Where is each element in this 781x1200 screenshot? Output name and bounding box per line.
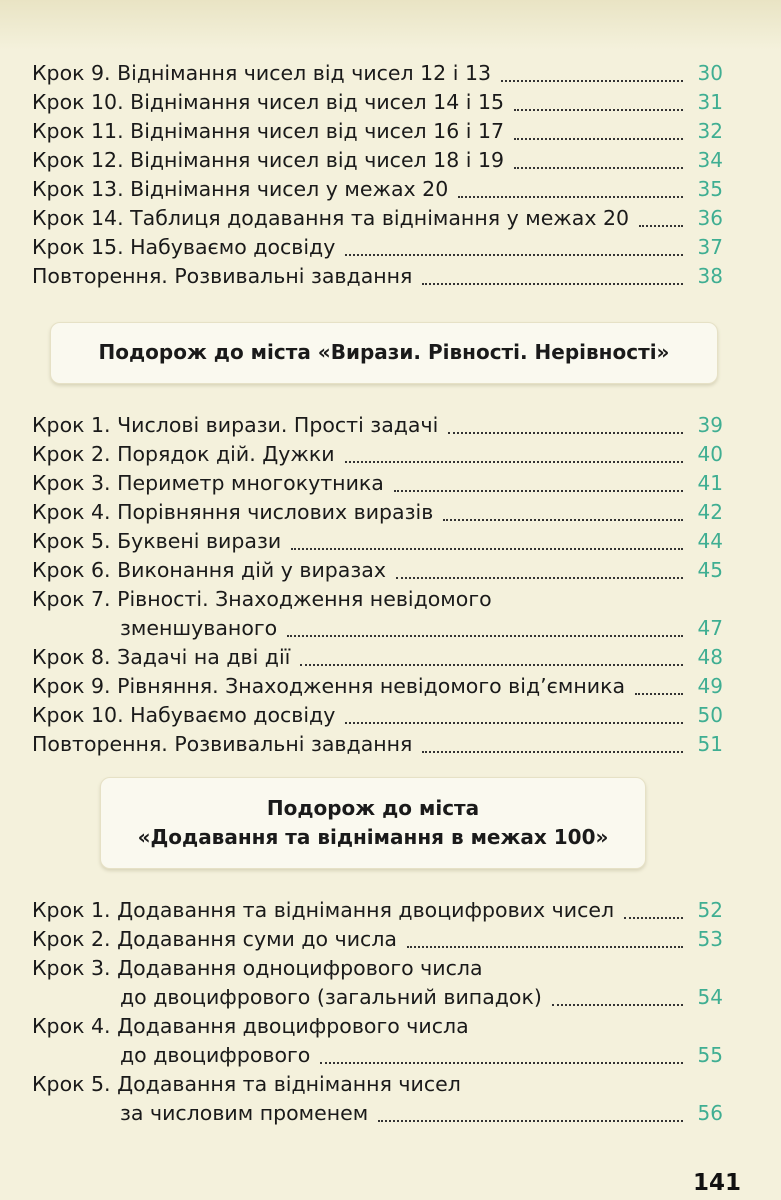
toc-entry-title: Крок 10. Набуваємо досвіду (32, 703, 336, 727)
dot-leader (291, 546, 683, 550)
toc-entry-title-continued: до двоцифрового (загальний випадок) (120, 985, 542, 1009)
toc-entry-page: 38 (697, 264, 723, 288)
toc-entry[interactable] (32, 584, 723, 613)
toc-entry[interactable] (32, 924, 723, 953)
toc-entry-page: 49 (697, 674, 723, 698)
toc-entry-title: Крок 4. Додавання двоцифрового числа (32, 1014, 469, 1038)
dot-leader (407, 944, 683, 948)
toc-entry-page: 34 (697, 148, 723, 172)
toc-entry-page: 48 (697, 645, 723, 669)
dot-leader (422, 281, 683, 285)
toc-entry[interactable] (32, 203, 723, 232)
toc-entry-page: 31 (697, 90, 723, 114)
toc-entry-continuation[interactable] (32, 1098, 723, 1127)
dot-leader (396, 575, 683, 579)
toc-entry[interactable] (32, 497, 723, 526)
toc-entry[interactable] (32, 232, 723, 261)
toc-entry-page: 47 (697, 616, 723, 640)
dot-leader (345, 720, 683, 724)
dot-leader (422, 749, 683, 753)
dot-leader (635, 691, 683, 695)
toc-entry[interactable] (32, 87, 723, 116)
toc-entry-title: Крок 9. Рівняння. Знаходження невідомого від’ємника (32, 674, 626, 698)
toc-list-previous-section (32, 58, 723, 290)
dot-leader (394, 488, 683, 492)
toc-entry[interactable] (32, 895, 723, 924)
toc-entry-page: 56 (697, 1101, 723, 1125)
toc-entry-page: 53 (697, 927, 723, 951)
toc-entry-page: 39 (697, 413, 723, 437)
section-title: Подорож до міста «Вирази. Рівності. Нерівності» (98, 340, 670, 364)
dot-leader (501, 78, 683, 82)
toc-entry-page: 32 (697, 119, 723, 143)
toc-entry-page: 37 (697, 235, 723, 259)
toc-entry-title: Крок 1. Додавання та віднімання двоцифрових чисел (32, 898, 615, 922)
dot-leader (287, 633, 683, 637)
toc-entry-continuation[interactable] (32, 1040, 723, 1069)
toc-entry-page: 30 (697, 61, 723, 85)
toc-list-addition-100 (32, 895, 723, 1127)
toc-entry-title: Крок 1. Числові вирази. Прості задачі (32, 413, 439, 437)
section-heading-box (100, 777, 646, 869)
toc-entry[interactable] (32, 555, 723, 584)
toc-entry-page: 45 (697, 558, 723, 582)
toc-list-expressions (32, 410, 723, 758)
toc-entry[interactable] (32, 1011, 723, 1040)
toc-entry-title: Крок 14. Таблиця додавання та віднімання у межах 20 (32, 206, 630, 230)
page-number: 141 (692, 1170, 741, 1196)
dot-leader (443, 517, 683, 521)
toc-entry-title: Крок 13. Віднімання чисел у межах 20 (32, 177, 449, 201)
toc-entry-page: 42 (697, 500, 723, 524)
toc-entry[interactable] (32, 1069, 723, 1098)
toc-entry[interactable] (32, 526, 723, 555)
dot-leader (624, 915, 683, 919)
toc-entry-title: Крок 10. Віднімання чисел від чисел 14 і 15 (32, 90, 505, 114)
toc-entry[interactable] (32, 439, 723, 468)
toc-entry-title: Крок 5. Додавання та віднімання чисел (32, 1072, 461, 1096)
toc-entry-page: 40 (697, 442, 723, 466)
toc-entry-page: 50 (697, 703, 723, 727)
dot-leader (345, 252, 683, 256)
toc-entry-title: Крок 3. Периметр многокутника (32, 471, 384, 495)
toc-entry[interactable] (32, 410, 723, 439)
section-title-line: «Додавання та віднімання в межах 100» (137, 825, 609, 849)
toc-entry[interactable] (32, 116, 723, 145)
toc-entry[interactable] (32, 671, 723, 700)
toc-entry-title-continued: зменшуваного (120, 616, 278, 640)
dot-leader (514, 165, 683, 169)
toc-entry-page: 51 (697, 732, 723, 756)
toc-entry[interactable] (32, 642, 723, 671)
toc-entry-title: Крок 5. Буквені вирази (32, 529, 282, 553)
toc-entry[interactable] (32, 953, 723, 982)
dot-leader (639, 223, 683, 227)
dot-leader (448, 430, 683, 434)
dot-leader (320, 1060, 683, 1064)
dot-leader (552, 1002, 683, 1006)
toc-entry[interactable] (32, 145, 723, 174)
toc-entry-title: Повторення. Розвивальні завдання (32, 732, 413, 756)
section-title-line: Подорож до міста (266, 796, 480, 820)
toc-entry-title: Крок 6. Виконання дій у виразах (32, 558, 386, 582)
toc-entry[interactable] (32, 729, 723, 758)
toc-entry-page: 41 (697, 471, 723, 495)
toc-entry-title-continued: за числовим променем (120, 1101, 369, 1125)
dot-leader (458, 194, 683, 198)
toc-entry[interactable] (32, 700, 723, 729)
toc-entry[interactable] (32, 468, 723, 497)
toc-entry-title: Крок 7. Рівності. Знаходження невідомого (32, 587, 492, 611)
section-title (101, 778, 645, 852)
toc-entry-page: 52 (697, 898, 723, 922)
toc-entry-page: 35 (697, 177, 723, 201)
toc-entry-continuation[interactable] (32, 982, 723, 1011)
toc-entry-page: 55 (697, 1043, 723, 1067)
toc-entry[interactable] (32, 58, 723, 87)
toc-entry-title: Крок 2. Порядок дій. Дужки (32, 442, 335, 466)
toc-entry-title: Крок 8. Задачі на дві дії (32, 645, 291, 669)
toc-entry-title: Крок 9. Віднімання чисел від чисел 12 і 13 (32, 61, 492, 85)
top-decoration (0, 0, 781, 50)
toc-entry[interactable] (32, 174, 723, 203)
toc-entry-title: Крок 11. Віднімання чисел від чисел 16 і 17 (32, 119, 505, 143)
dot-leader (514, 136, 683, 140)
toc-entry-title: Крок 3. Додавання одноцифрового числа (32, 956, 483, 980)
toc-entry-title: Крок 2. Додавання суми до числа (32, 927, 397, 951)
dot-leader (514, 107, 683, 111)
toc-entry-title-continued: до двоцифрового (120, 1043, 311, 1067)
toc-entry-title: Повторення. Розвивальні завдання (32, 264, 413, 288)
toc-entry[interactable] (32, 261, 723, 290)
section-heading-box (50, 322, 718, 384)
toc-entry-continuation[interactable] (32, 613, 723, 642)
dot-leader (300, 662, 683, 666)
toc-entry-title: Крок 4. Порівняння числових виразів (32, 500, 434, 524)
toc-entry-page: 44 (697, 529, 723, 553)
toc-entry-title: Крок 12. Віднімання чисел від чисел 18 і 19 (32, 148, 505, 172)
dot-leader (378, 1118, 683, 1122)
toc-entry-title: Крок 15. Набуваємо досвіду (32, 235, 336, 259)
toc-entry-page: 36 (697, 206, 723, 230)
dot-leader (345, 459, 683, 463)
toc-entry-page: 54 (697, 985, 723, 1009)
